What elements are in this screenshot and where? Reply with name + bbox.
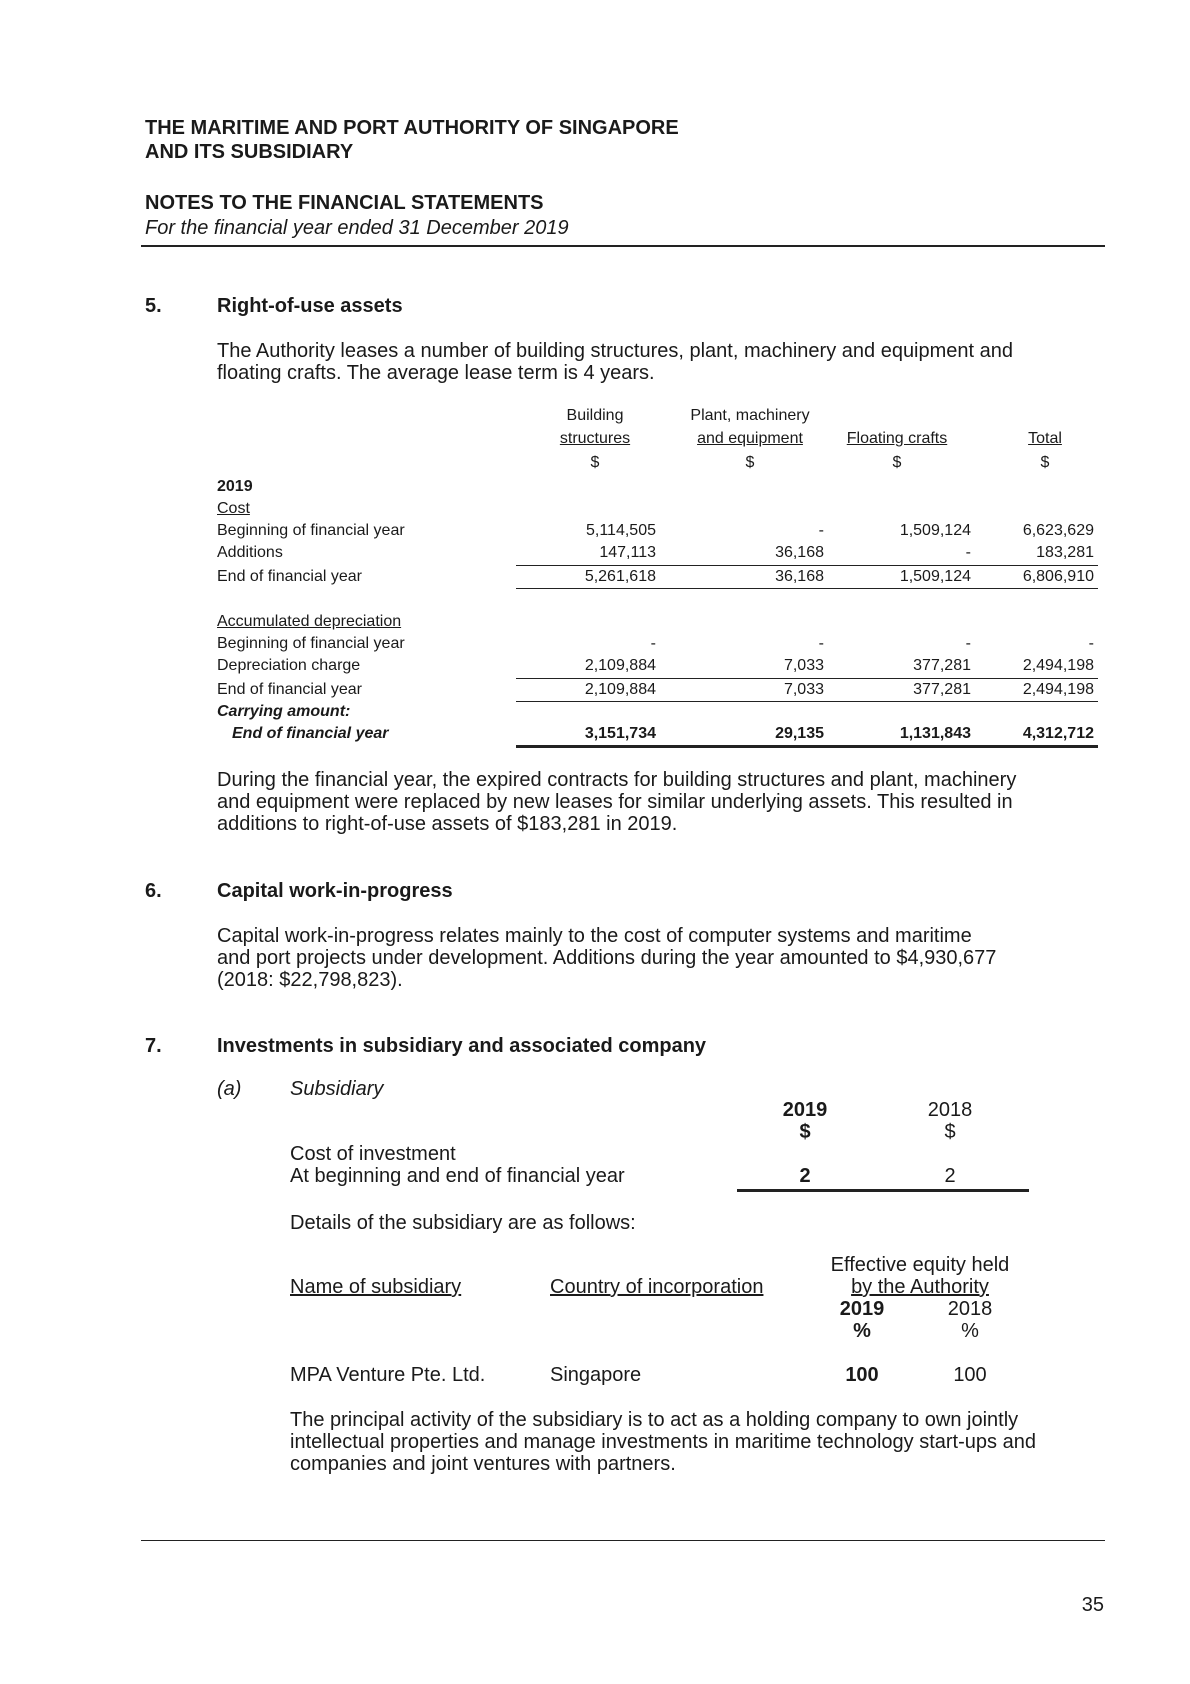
row-dep-begin-building: - bbox=[650, 635, 656, 652]
row-dep-begin-plant: - bbox=[818, 635, 824, 652]
row-cost-end-total: 6,806,910 bbox=[1022, 568, 1094, 585]
row-additions-building: 147,113 bbox=[599, 544, 656, 561]
section-6-line1: Capital work-in-progress relates mainly to the cost of computer systems and maritime bbox=[217, 925, 972, 947]
row-cost-begin-total: 6,623,629 bbox=[1022, 522, 1094, 539]
equity-year-2018: 2018 bbox=[947, 1298, 993, 1320]
col-floating: Floating crafts bbox=[846, 430, 948, 447]
row-cost-end-building: 5,261,618 bbox=[584, 568, 656, 585]
carrying-double-rule bbox=[516, 745, 1098, 748]
investment-total-rule bbox=[737, 1189, 1029, 1192]
row-cost-begin-plant: - bbox=[818, 522, 824, 539]
row-dep-begin-total: - bbox=[1088, 635, 1094, 652]
entity-name-line2: AND ITS SUBSIDIARY bbox=[145, 141, 354, 163]
total-rule bbox=[516, 588, 1098, 589]
subsidiary-equity-2019: 100 bbox=[845, 1364, 879, 1386]
entity-name-line1: THE MARITIME AND PORT AUTHORITY OF SINGAPORE bbox=[145, 117, 679, 139]
period-subtitle: For the financial year ended 31 December 2019 bbox=[145, 217, 569, 239]
section-5-after-line1: During the financial year, the expired contracts for building structures and plant, machinery bbox=[217, 769, 1017, 791]
col-total-currency: $ bbox=[1040, 454, 1050, 471]
section-5-after-line3: additions to right-of-use assets of $183,281 in 2019. bbox=[217, 813, 678, 835]
row-additions-floating: - bbox=[965, 544, 971, 561]
section-5-number: 5. bbox=[145, 295, 162, 317]
inv-currency-2018: $ bbox=[944, 1121, 956, 1143]
subtotal-rule bbox=[516, 565, 1098, 566]
row-dep-charge-total: 2,494,198 bbox=[1022, 657, 1094, 674]
acc-dep-label: Accumulated depreciation bbox=[217, 613, 402, 630]
col-building-bottom: structures bbox=[559, 430, 631, 447]
row-additions-label: Additions bbox=[217, 544, 283, 561]
row-dep-begin-floating: - bbox=[965, 635, 971, 652]
col-subsidiary-name: Name of subsidiary bbox=[290, 1276, 462, 1298]
row-dep-end-plant: 7,033 bbox=[783, 681, 824, 698]
cost-label: Cost bbox=[217, 500, 250, 517]
row-dep-charge-building: 2,109,884 bbox=[584, 657, 656, 674]
row-additions-plant: 36,168 bbox=[775, 544, 824, 561]
section-7-title: Investments in subsidiary and associated company bbox=[217, 1035, 707, 1057]
section-5-intro-line2: floating crafts. The average lease term is 4 years. bbox=[217, 362, 655, 384]
col-building-top: Building bbox=[566, 407, 624, 424]
row-cost-end-floating: 1,509,124 bbox=[899, 568, 971, 585]
sub-a-title: Subsidiary bbox=[290, 1078, 384, 1100]
inv-year-2018: 2018 bbox=[927, 1099, 973, 1121]
row-carrying-building: 3,151,734 bbox=[584, 725, 656, 742]
row-carrying-floating: 1,131,843 bbox=[899, 725, 971, 742]
activity-line1: The principal activity of the subsidiary is to act as a holding company to own jointly bbox=[290, 1409, 1019, 1431]
row-dep-end-floating: 377,281 bbox=[913, 681, 971, 698]
col-equity-line2: by the Authority bbox=[851, 1276, 989, 1298]
equity-year-2019: 2019 bbox=[839, 1298, 885, 1320]
carrying-label: Carrying amount: bbox=[217, 703, 351, 720]
row-additions-total: 183,281 bbox=[1036, 544, 1094, 561]
row-dep-charge-floating: 377,281 bbox=[913, 657, 971, 674]
row-cost-end-label: End of financial year bbox=[217, 568, 362, 585]
row-dep-charge-label: Depreciation charge bbox=[217, 657, 361, 674]
row-dep-end-label: End of financial year bbox=[217, 681, 362, 698]
section-7-number: 7. bbox=[145, 1035, 162, 1057]
equity-percent-2018: % bbox=[961, 1320, 979, 1342]
table-year: 2019 bbox=[217, 478, 253, 495]
section-6-title: Capital work-in-progress bbox=[217, 880, 453, 902]
row-cost-end-plant: 36,168 bbox=[775, 568, 824, 585]
header-rule bbox=[141, 245, 1105, 247]
details-text: Details of the subsidiary are as follows: bbox=[290, 1212, 636, 1234]
section-5-title: Right-of-use assets bbox=[217, 295, 403, 317]
activity-line3: companies and joint ventures with partners. bbox=[290, 1453, 676, 1475]
inv-value-2019: 2 bbox=[799, 1165, 811, 1187]
row-carrying-total: 4,312,712 bbox=[1022, 725, 1094, 742]
col-equity-line1: Effective equity held bbox=[830, 1254, 1010, 1276]
inv-year-2019: 2019 bbox=[782, 1099, 828, 1121]
row-dep-end-total: 2,494,198 bbox=[1022, 681, 1094, 698]
section-6-number: 6. bbox=[145, 880, 162, 902]
subsidiary-country: Singapore bbox=[550, 1364, 642, 1386]
subsidiary-name: MPA Venture Pte. Ltd. bbox=[290, 1364, 486, 1386]
footer-rule bbox=[141, 1540, 1105, 1541]
sub-a-label: (a) bbox=[217, 1078, 242, 1100]
row-carrying-plant: 29,135 bbox=[775, 725, 824, 742]
notes-title: NOTES TO THE FINANCIAL STATEMENTS bbox=[145, 192, 544, 214]
col-floating-currency: $ bbox=[892, 454, 902, 471]
page-number: 35 bbox=[1081, 1594, 1104, 1616]
subsidiary-equity-2018: 100 bbox=[953, 1364, 987, 1386]
section-5-after-line2: and equipment were replaced by new leases for similar underlying assets. This resulted in bbox=[217, 791, 1013, 813]
row-dep-end-building: 2,109,884 bbox=[584, 681, 656, 698]
row-cost-begin-label: Beginning of financial year bbox=[217, 522, 405, 539]
activity-line2: intellectual properties and manage investments in maritime technology start-ups and bbox=[290, 1431, 1036, 1453]
row-cost-begin-floating: 1,509,124 bbox=[899, 522, 971, 539]
section-6-line2: and port projects under development. Additions during the year amounted to $4,930,677 bbox=[217, 947, 997, 969]
col-plant-bottom: and equipment bbox=[697, 430, 803, 447]
col-building-currency: $ bbox=[590, 454, 600, 471]
section-5-intro-line1: The Authority leases a number of building structures, plant, machinery and equipment and bbox=[217, 340, 1014, 362]
col-plant-top: Plant, machinery bbox=[690, 407, 810, 424]
inv-currency-2019: $ bbox=[799, 1121, 811, 1143]
row-dep-charge-plant: 7,033 bbox=[783, 657, 824, 674]
inv-value-2018: 2 bbox=[944, 1165, 956, 1187]
begin-end-label: At beginning and end of financial year bbox=[290, 1165, 625, 1187]
col-plant-currency: $ bbox=[745, 454, 755, 471]
section-6-line3: (2018: $22,798,823). bbox=[217, 969, 403, 991]
row-cost-begin-building: 5,114,505 bbox=[586, 522, 656, 539]
dep-total-rule bbox=[516, 701, 1098, 702]
row-carrying-end-label: End of financial year bbox=[232, 725, 389, 742]
cost-of-investment: Cost of investment bbox=[290, 1143, 456, 1165]
row-dep-begin-label: Beginning of financial year bbox=[217, 635, 405, 652]
col-country: Country of incorporation bbox=[550, 1276, 764, 1298]
col-total: Total bbox=[1028, 430, 1062, 447]
equity-percent-2019: % bbox=[853, 1320, 871, 1342]
dep-subtotal-rule bbox=[516, 678, 1098, 679]
